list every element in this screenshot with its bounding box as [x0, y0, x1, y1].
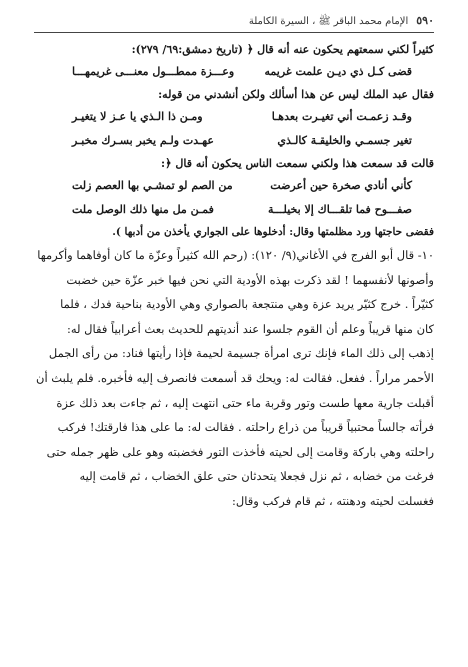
narration-line: فقال عبد الملك ليس عن هذا أسألك ولكن أنشدني من قوله: [158, 88, 434, 101]
verse-first-hemistich: وقـد زعمـت أني تغيـرت بعدهـا [271, 110, 412, 123]
paragraph-line: وأصونها لأنفسهما ! لقد ذكرت بهذه الأودية التي نحن فيها خبر عزّة حين خضبت [66, 272, 434, 287]
verse-line [34, 174, 434, 198]
verse-line [34, 129, 434, 153]
verse-line [34, 198, 434, 222]
header-divider [34, 32, 434, 33]
paragraph-line: فرأته جالساً محتبياً قريباً من ذراع راحلته . فقالت له: ما على هذا فارقتك! فركب [57, 420, 434, 435]
verse-second-hemistich: من الصم لو تمشـي بها العصم زلت [72, 179, 233, 192]
paragraph-line: فغسلت لحيته ودهنته ، ثم قام فركب وقال: [232, 493, 434, 508]
verse-line [34, 60, 434, 84]
narration-line: فقضى حاجتها ورد مظلمتها وقال: أدخلوها على الجواري يأخذن من أدبها ). [112, 226, 434, 238]
body-paragraph [34, 243, 434, 514]
paragraph-line: كان منها قريباً وعلم أن القوم جلسوا عند أنديتهم للحديث بعث أعرابياً فقال له: [66, 321, 434, 336]
paragraph-line: الأحمر مراراً . ففعل. فقالت له: ويحك قد أسمعت فانصرف إليه فأخبره. فلم يلبث أن [36, 370, 434, 385]
running-title: الإمام محمد الباقر ﷺ ، السيرة الكاملة [248, 16, 409, 27]
narration-line: قالت قد سمعت هذا ولكني سمعت الناس يحكون أنه قال ﴿: [161, 157, 434, 170]
verse-first-hemistich: كأني أنادي صخرة حين أعرضت [270, 179, 412, 192]
verse-second-hemistich: فمـن مل منها ذلك الوصل ملت [72, 203, 214, 216]
paragraph-line: راحلته وهي باركة وقامت إلى لحيته فأخذت التور فخضبته وهو على ظهر جمله حتى [46, 444, 434, 459]
verse-second-hemistich: عهـدت ولـم يخبر بسـرك مخبـر [72, 134, 214, 147]
verse-second-hemistich: ومـن ذا الـذي يا عـز لا يتغيـر [72, 110, 203, 123]
paragraph-line: كثيّراً . خرج كثيّر يريد عزة وهي منتجعة بالصواري وهي الأودية بناحية فدك ، فلما [60, 297, 434, 312]
paragraph-line: ١٠- قال أبو الفرج في الأغاني(٩/ ١٢٠): (رحم الله كثيراً وعزّة ما كان أوفاهما وأكرمها [37, 248, 434, 262]
paragraph-line: فرغت من خضابه ، ثم نزل فجعلا يتحدثان حتى علق الخضاب ، ثم قامت إليه [79, 469, 434, 484]
verse-first-hemistich: صفـــوح فما تلقـــاك إلا بخيلـــة [267, 203, 412, 216]
verse-line [34, 105, 434, 129]
verse-first-hemistich: تغير جسمـي والخليقـة كالـذي [277, 134, 412, 147]
page-header [34, 14, 434, 30]
paragraph-line: إذهب إلى ذلك الماء فإنك ترى امرأة جسيمة لحيمة فإذا رأيتها فناد: من رأى الجمل [48, 346, 434, 361]
verse-first-hemistich: قضى كـل ذي ديـن علمت غريمه [264, 65, 412, 78]
paragraph-line: أقبلت جارية معها طست وتور وقربة ماء حتى انتهت إليه ، ثم جاءت بعد ذلك عزة [56, 395, 434, 410]
intro-line: كثيراً لكني سمعتهم يحكون عنه أنه قال ﴿ (تاريخ دمشق:٦٩/ ٢٧٩): [131, 43, 434, 56]
page-number: ٥٩٠ [416, 14, 434, 27]
verse-second-hemistich: وعـــزة ممطـــول معنـــى غريمهـــا [72, 65, 235, 78]
